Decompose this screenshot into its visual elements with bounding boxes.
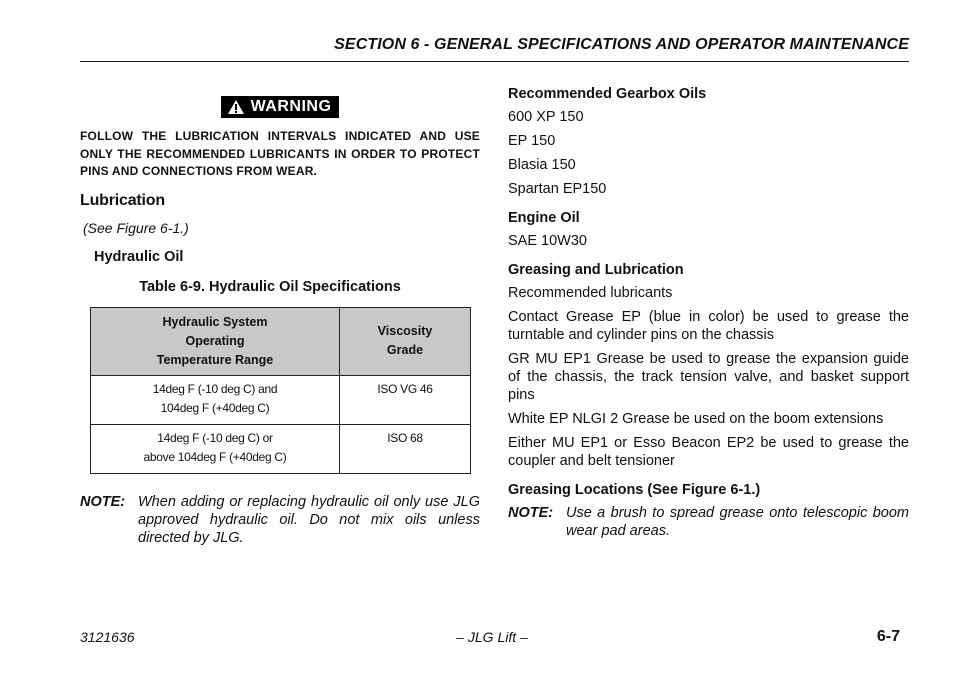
note-text: When adding or replacing hydraulic oil only use JLG approved hydraulic oil. Do not mix oils unless directed by JLG. xyxy=(138,493,480,546)
list-item: 600 XP 150 xyxy=(508,109,584,125)
lubrication-heading: Lubrication xyxy=(80,191,165,209)
warning-triangle-icon xyxy=(227,99,245,115)
warning-box xyxy=(90,96,470,120)
footer-center-text: – JLG Lift – xyxy=(456,629,528,645)
gearbox-oils-heading: Recommended Gearbox Oils xyxy=(508,86,707,102)
see-figure-reference: (See Figure 6-1.) xyxy=(83,219,189,236)
grade-cell: ISO VG 46 xyxy=(340,375,471,424)
engine-oil-heading: Engine Oil xyxy=(508,210,580,226)
hydraulic-oil-heading: Hydraulic Oil xyxy=(94,248,184,265)
hydraulic-oil-note xyxy=(80,493,480,547)
warning-badge xyxy=(221,96,340,118)
range-cell: 14deg F (-10 deg C) and 104deg F (+40deg C) xyxy=(91,375,340,424)
header-viscosity-grade: Viscosity Grade xyxy=(340,307,471,375)
greasing-heading: Greasing and Lubrication xyxy=(508,262,684,278)
list-item: Spartan EP150 xyxy=(508,181,607,197)
section-header: SECTION 6 - GENERAL SPECIFICATIONS AND OPERATOR MAINTENANCE xyxy=(334,36,909,53)
greasing-paragraph: Recommended lubricants xyxy=(508,285,673,301)
note-text: Use a brush to spread grease onto telescopic boom wear pad areas. xyxy=(566,505,909,539)
grade-cell: ISO 68 xyxy=(340,424,471,473)
engine-oil-value: SAE 10W30 xyxy=(508,233,587,249)
greasing-paragraph: Contact Grease EP (blue in color) be used to grease the turntable and cylinder pins on the chassis xyxy=(508,309,909,343)
header-rule xyxy=(80,61,909,62)
greasing-paragraph: White EP NLGI 2 Grease be used on the boom extensions xyxy=(508,411,884,427)
range-cell: 14deg F (-10 deg C) or above 104deg F (+40deg C) xyxy=(91,424,340,473)
header-temperature-range: Hydraulic System Operating Temperature Range xyxy=(91,307,340,375)
table-row xyxy=(91,375,471,424)
greasing-paragraph: Either MU EP1 or Esso Beacon EP2 be used to grease the coupler and belt tensioner xyxy=(508,435,909,469)
greasing-locations-heading: Greasing Locations (See Figure 6-1.) xyxy=(508,482,761,498)
note-label: NOTE: xyxy=(508,505,554,521)
table-title: Table 6-9. Hydraulic Oil Specifications xyxy=(139,278,401,295)
hydraulic-oil-table xyxy=(90,307,471,474)
document-number: 3121636 xyxy=(80,629,135,645)
page-number: 6-7 xyxy=(876,628,900,645)
greasing-paragraph: GR MU EP1 Grease be used to grease the expansion guide of the chassis, the track tension valve, and basket support pins xyxy=(508,351,909,403)
warning-text: FOLLOW THE LUBRICATION INTERVALS INDICATED AND USE ONLY THE RECOMMENDED LUBRICANTS IN ORDER TO PROTECT PINS AND CONNECTIONS FROM WEAR. xyxy=(80,129,480,178)
table-header-row xyxy=(91,307,471,375)
right-column xyxy=(508,86,909,540)
list-item: EP 150 xyxy=(508,133,556,149)
note-label: NOTE: xyxy=(80,493,126,510)
warning-label: WARNING xyxy=(250,98,332,115)
list-item: Blasia 150 xyxy=(508,157,576,173)
left-column xyxy=(80,96,480,547)
table-row xyxy=(91,424,471,473)
greasing-note xyxy=(508,504,909,540)
